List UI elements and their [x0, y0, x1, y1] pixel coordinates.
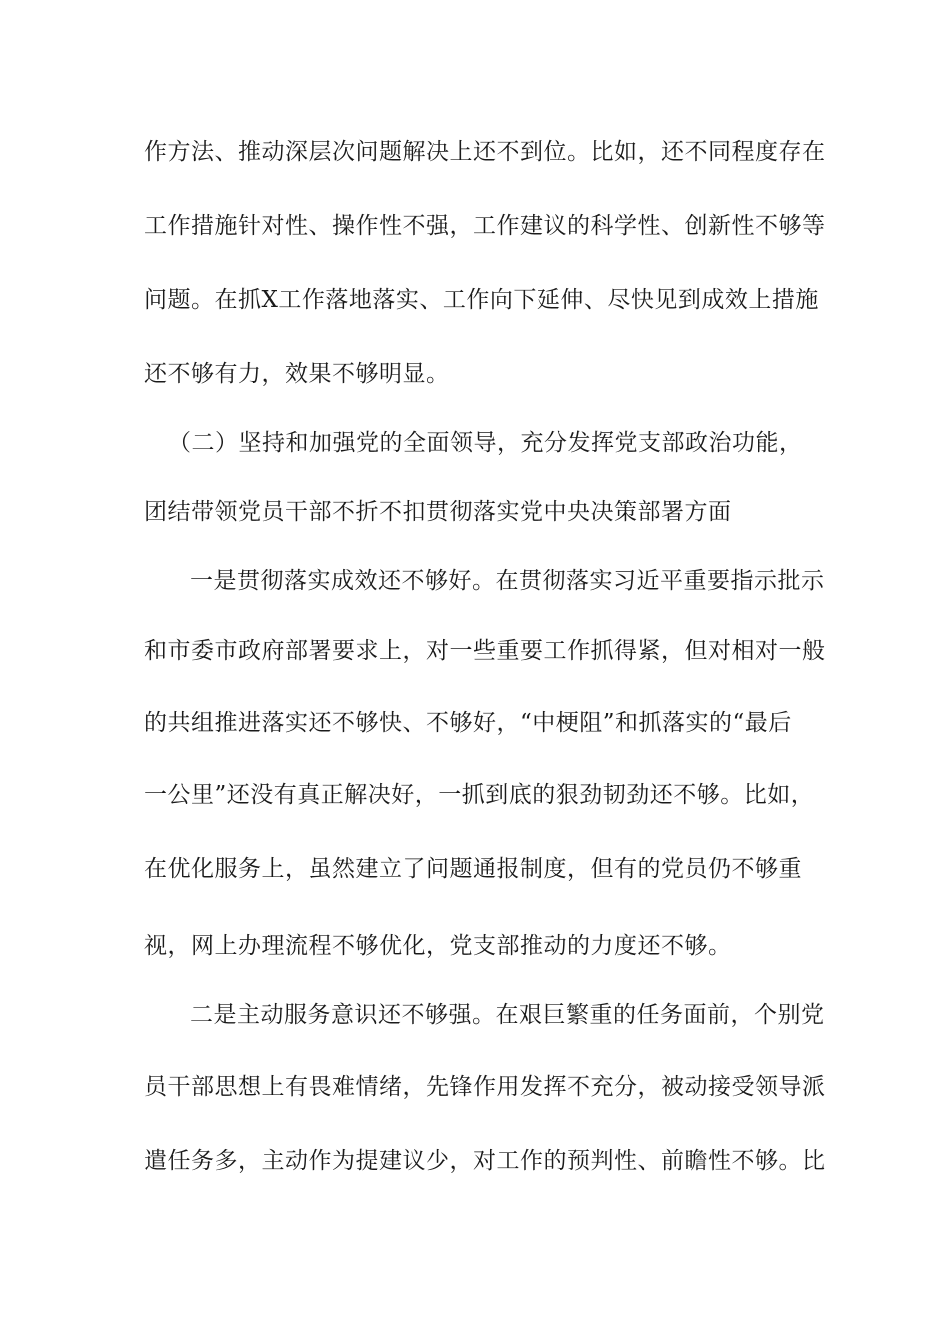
body-text-line: 问题。在抓X工作落地落实、工作向下延伸、尽快见到成效上措施 — [144, 287, 819, 313]
body-text-line: 在优化服务上，虽然建立了问题通报制度，但有的党员仍不够重 — [144, 856, 802, 882]
body-text-line: 视，网上办理流程不够优化，党支部推动的力度还不够。 — [144, 933, 732, 959]
body-text-line: 作方法、推动深层次问题解决上还不到位。比如，还不同程度存在 — [144, 139, 826, 165]
body-text-line: 和市委市政府部署要求上，对一些重要工作抓得紧，但对相对一般 — [144, 638, 826, 664]
body-text-line: 还不够有力，效果不够明显。 — [144, 361, 450, 387]
body-text-line: 遣任务多，主动作为提建议少，对工作的预判性、前瞻性不够。比 — [144, 1148, 826, 1174]
body-text-line: 一公里”还没有真正解决好，一抓到底的狠劲韧劲还不够。比如， — [144, 782, 815, 808]
section-heading-line: （二）坚持和加强党的全面领导，充分发挥党支部政治功能， — [168, 430, 803, 456]
section-heading-line: 团结带领党员干部不折不扣贯彻落实党中央决策部署方面 — [144, 499, 732, 525]
body-text-line: 工作措施针对性、操作性不强，工作建议的科学性、创新性不够等 — [144, 213, 826, 239]
body-text-line: 一是贯彻落实成效还不够好。在贯彻落实习近平重要指示批示 — [190, 568, 825, 594]
body-text-line: 二是主动服务意识还不够强。在艰巨繁重的任务面前，个别党 — [190, 1002, 825, 1028]
body-text-line: 的共组推进落实还不够快、不够好，“中梗阻”和抓落实的“最后 — [144, 710, 792, 736]
body-text-line: 员干部思想上有畏难情绪，先锋作用发挥不充分，被动接受领导派 — [144, 1074, 826, 1100]
